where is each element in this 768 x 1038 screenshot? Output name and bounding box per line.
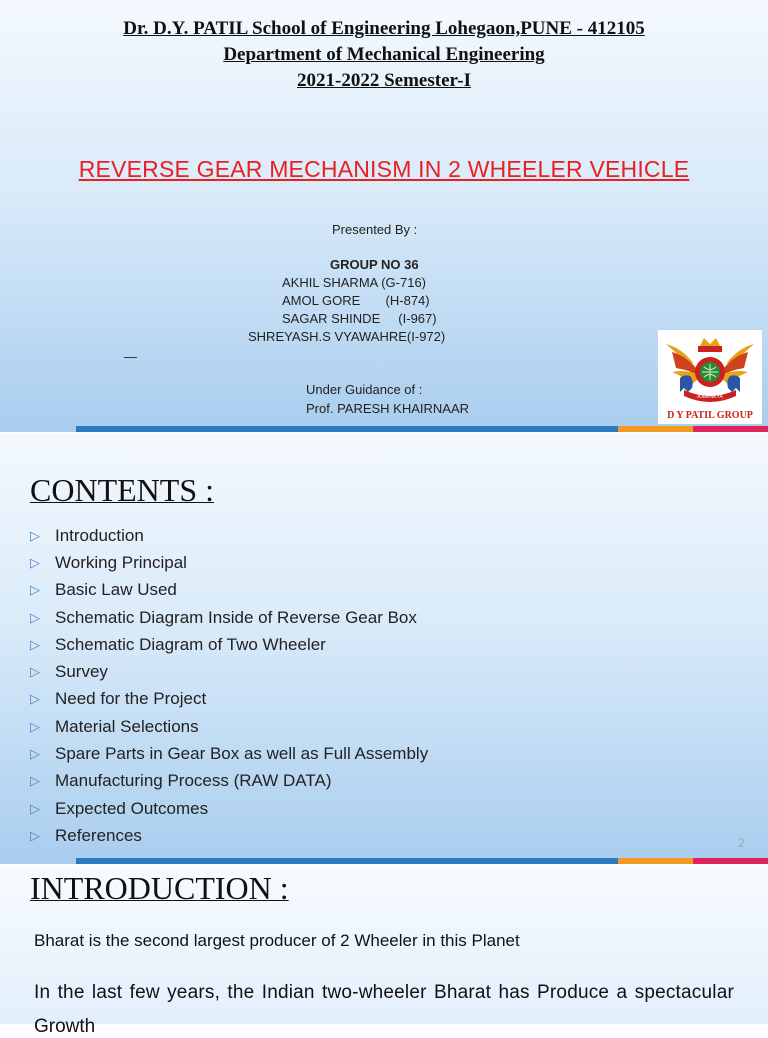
logo-banner-text: AJEENKYA xyxy=(697,394,723,400)
list-item-label: Schematic Diagram of Two Wheeler xyxy=(55,634,326,654)
group-number: GROUP NO 36 xyxy=(330,257,419,272)
college-name: Dr. D.Y. PATIL School of Engineering Lohegaon,PUNE - 412105 xyxy=(123,18,645,39)
triangle-bullet-icon: ▷ xyxy=(30,773,40,789)
divider-stripe-orange xyxy=(618,426,693,432)
list-item-label: Need for the Project xyxy=(55,689,207,709)
divider-stripe-blue xyxy=(76,426,618,432)
triangle-bullet-icon: ▷ xyxy=(30,664,40,680)
member-name: SHREYASH.S VYAWAHRE(I-972) xyxy=(248,329,446,344)
presentation-title: REVERSE GEAR MECHANISM IN 2 WHEELER VEHICLE xyxy=(78,156,690,182)
list-item-label: References xyxy=(55,825,142,845)
member-name: AKHIL SHARMA (G-716) xyxy=(282,275,427,290)
member-name: SAGAR SHINDE (I-967) xyxy=(282,311,437,326)
triangle-bullet-icon: ▷ xyxy=(30,609,40,625)
triangle-bullet-icon: ▷ xyxy=(30,827,40,843)
list-item-label: Survey xyxy=(55,662,108,682)
guide-name: Prof. PARESH KHAIRNAAR xyxy=(306,401,470,416)
list-item-label: Manufacturing Process (RAW DATA) xyxy=(55,771,332,791)
list-item xyxy=(30,686,428,713)
triangle-bullet-icon: ▷ xyxy=(30,636,40,652)
list-item xyxy=(30,522,428,549)
member-name: AMOL GORE (H-874) xyxy=(282,293,430,308)
list-item-label: Working Principal xyxy=(55,552,187,572)
contents-title: CONTENTS : xyxy=(30,472,214,508)
title-slide xyxy=(0,0,768,432)
intro-paragraph: Bharat is the second largest producer of 2 Wheeler in this Planet xyxy=(34,931,520,950)
list-item xyxy=(30,795,428,822)
department-name: Department of Mechanical Engineering xyxy=(223,44,545,65)
guidance-label: Under Guidance of : xyxy=(306,382,423,397)
divider-stripe-blue xyxy=(76,858,618,864)
list-item-label: Expected Outcomes xyxy=(55,798,209,818)
divider-stripe-pink xyxy=(693,426,768,432)
list-item-label: Spare Parts in Gear Box as well as Full Assembly xyxy=(55,744,429,764)
list-item-label: Basic Law Used xyxy=(55,580,177,600)
triangle-bullet-icon: ▷ xyxy=(30,800,40,816)
triangle-bullet-icon: ▷ xyxy=(30,554,40,570)
triangle-bullet-icon: ▷ xyxy=(30,582,40,598)
list-item-label: Material Selections xyxy=(55,716,199,736)
triangle-bullet-icon: ▷ xyxy=(30,718,40,734)
divider-stripe-orange xyxy=(618,858,693,864)
dy-patil-group-logo xyxy=(658,330,762,424)
triangle-bullet-icon: ▷ xyxy=(30,746,40,762)
list-item xyxy=(30,740,428,767)
dash-mark: — xyxy=(124,349,137,364)
list-item-label: Introduction xyxy=(55,525,144,545)
intro-paragraph: In the last few years, the Indian two-wheeler Bharat has Produce a spectacular xyxy=(34,982,734,1003)
page-number: 2 xyxy=(738,836,745,850)
list-item xyxy=(30,822,428,849)
triangle-bullet-icon: ▷ xyxy=(30,527,40,543)
divider-stripe-pink xyxy=(693,858,768,864)
dy-patil-group-emblem-icon xyxy=(658,330,762,424)
introduction-title: INTRODUCTION : xyxy=(30,870,289,906)
intro-paragraph: Growth xyxy=(34,1016,96,1037)
logo-text: D Y PATIL GROUP xyxy=(667,410,753,421)
presented-by-label: Presented By : xyxy=(332,222,418,237)
list-item xyxy=(30,549,428,576)
contents-list xyxy=(30,522,428,850)
list-item xyxy=(30,768,428,795)
semester: 2021-2022 Semester-I xyxy=(297,70,471,91)
list-item xyxy=(30,604,428,631)
list-item xyxy=(30,577,428,604)
list-item-label: Schematic Diagram Inside of Reverse Gear Box xyxy=(55,607,417,627)
list-item xyxy=(30,631,428,658)
list-item xyxy=(30,658,428,685)
triangle-bullet-icon: ▷ xyxy=(30,691,40,707)
list-item xyxy=(30,713,428,740)
